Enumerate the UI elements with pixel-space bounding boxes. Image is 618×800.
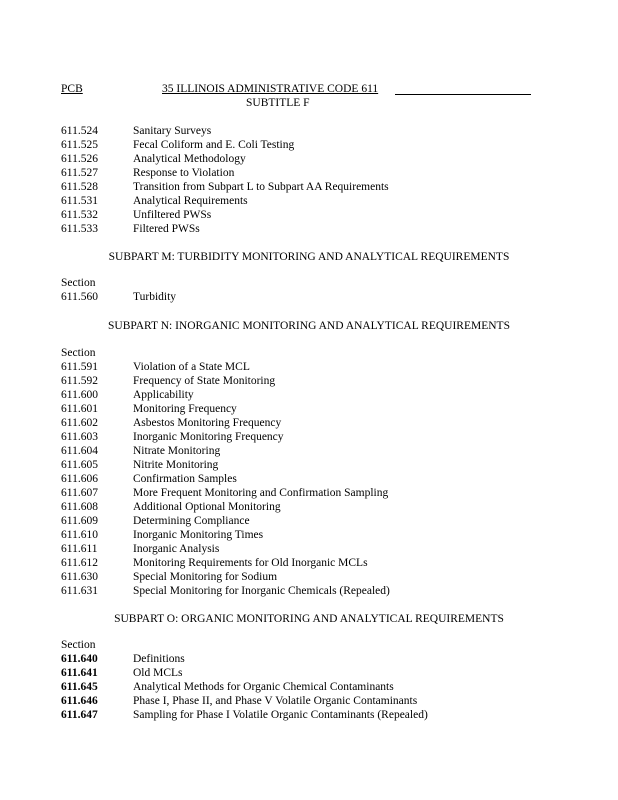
section-number: 611.645: [61, 681, 98, 693]
list-item: [61, 208, 561, 222]
section-number: 611.603: [61, 431, 98, 443]
section-number: 611.601: [61, 403, 98, 415]
section-title: Inorganic Monitoring Frequency: [133, 431, 284, 443]
list-item: [61, 570, 561, 584]
section-title: Sampling for Phase I Volatile Organic Contaminants (Repealed): [133, 709, 428, 721]
section-title: Phase I, Phase II, and Phase V Volatile Organic Contaminants: [133, 695, 418, 707]
list-item: [61, 138, 561, 152]
list-item: [61, 486, 561, 500]
section-title: Turbidity: [133, 291, 177, 303]
section-title: Inorganic Monitoring Times: [133, 529, 264, 541]
subpart-m-heading: SUBPART M: TURBIDITY MONITORING AND ANALYTICAL REQUIREMENTS: [108, 251, 510, 263]
list-item: [61, 166, 561, 180]
list-item: [61, 680, 561, 694]
list-item: [61, 528, 561, 542]
list-item: [61, 360, 561, 374]
list-item: [61, 652, 561, 666]
list-item: [61, 222, 561, 236]
list-item: [61, 458, 561, 472]
section-title: Confirmation Samples: [133, 473, 237, 485]
section-number: 611.608: [61, 501, 98, 513]
list-item: [61, 694, 561, 708]
section-number: 611.609: [61, 515, 98, 527]
section-title: Fecal Coliform and E. Coli Testing: [133, 139, 295, 151]
section-title: Unfiltered PWSs: [133, 209, 212, 221]
list-item: [61, 194, 561, 208]
list-item: [61, 290, 561, 304]
section-title: Violation of a State MCL: [133, 361, 250, 373]
list-item: [61, 388, 561, 402]
section-number: 611.526: [61, 153, 98, 165]
subpart-n-list: [61, 346, 561, 598]
section-number: 611.525: [61, 139, 98, 151]
section-title: Special Monitoring for Sodium: [133, 571, 278, 583]
section-title: Frequency of State Monitoring: [133, 375, 276, 387]
header-rule: [395, 94, 531, 95]
subpart-o-list: [61, 638, 561, 722]
section-number: 611.612: [61, 557, 98, 569]
list-item: [61, 430, 561, 444]
section-title: Special Monitoring for Inorganic Chemicals (Repealed): [133, 585, 390, 597]
section-title: Old MCLs: [133, 667, 183, 679]
section-number: 611.527: [61, 167, 98, 179]
section-title: Sanitary Surveys: [133, 125, 212, 137]
section-title: Analytical Methodology: [133, 153, 246, 165]
section-label: Section: [61, 277, 96, 289]
section-number: 611.630: [61, 571, 98, 583]
list-item: [61, 500, 561, 514]
section-number: 611.610: [61, 529, 98, 541]
section-number: 611.532: [61, 209, 98, 221]
section-title: Inorganic Analysis: [133, 543, 220, 555]
section-title: Analytical Methods for Organic Chemical Contaminants: [133, 681, 394, 693]
section-title: Filtered PWSs: [133, 223, 200, 235]
section-number: 611.604: [61, 445, 98, 457]
section-title: Definitions: [133, 653, 185, 665]
section-number: 611.607: [61, 487, 98, 499]
section-number: 611.528: [61, 181, 98, 193]
subpart-m-list: [61, 276, 561, 304]
header-code-title: 35 ILLINOIS ADMINISTRATIVE CODE 611: [162, 83, 379, 95]
section-title: Asbestos Monitoring Frequency: [133, 417, 282, 429]
section-number: 611.524: [61, 125, 98, 137]
list-item: [61, 708, 561, 722]
section-number: 611.631: [61, 585, 98, 597]
list-item: [61, 666, 561, 680]
section-label: Section: [61, 347, 96, 359]
list-item: [61, 514, 561, 528]
section-number: 611.606: [61, 473, 98, 485]
section-number: 611.592: [61, 375, 98, 387]
section-title: Analytical Requirements: [133, 195, 248, 207]
section-title: Applicability: [133, 389, 194, 401]
section-title: Monitoring Requirements for Old Inorganic MCLs: [133, 557, 368, 569]
subpart-n-heading: SUBPART N: INORGANIC MONITORING AND ANALYTICAL REQUIREMENTS: [108, 320, 510, 332]
section-title: Response to Violation: [133, 167, 235, 179]
list-item: [61, 124, 561, 138]
subpart-o-heading: SUBPART O: ORGANIC MONITORING AND ANALYTICAL REQUIREMENTS: [114, 613, 504, 625]
section-number: 611.641: [61, 667, 98, 679]
list-item: [61, 180, 561, 194]
header-agency: PCB: [61, 83, 83, 95]
section-title: Nitrite Monitoring: [133, 459, 219, 471]
list-item: [61, 444, 561, 458]
list-item: [61, 472, 561, 486]
section-number: 611.560: [61, 291, 98, 303]
section-number: 611.605: [61, 459, 98, 471]
section-title: Monitoring Frequency: [133, 403, 237, 415]
section-number: 611.647: [61, 709, 98, 721]
section-label: Section: [61, 639, 96, 651]
top-section-list: [61, 124, 561, 236]
section-number: 611.591: [61, 361, 98, 373]
header-subtitle: SUBTITLE F: [246, 97, 310, 109]
section-title: Determining Compliance: [133, 515, 250, 527]
section-number: 611.640: [61, 653, 98, 665]
section-number: 611.646: [61, 695, 98, 707]
list-item: [61, 402, 561, 416]
section-title: Nitrate Monitoring: [133, 445, 221, 457]
page-header: [61, 82, 531, 112]
list-item: [61, 152, 561, 166]
section-number: 611.602: [61, 417, 98, 429]
list-item: [61, 416, 561, 430]
list-item: [61, 542, 561, 556]
list-item: [61, 556, 561, 570]
section-number: 611.611: [61, 543, 98, 555]
section-title: Transition from Subpart L to Subpart AA Requirements: [133, 181, 389, 193]
section-title: Additional Optional Monitoring: [133, 501, 281, 513]
section-number: 611.531: [61, 195, 98, 207]
section-number: 611.533: [61, 223, 98, 235]
list-item: [61, 584, 561, 598]
list-item: [61, 374, 561, 388]
section-title: More Frequent Monitoring and Confirmation Sampling: [133, 487, 389, 499]
section-number: 611.600: [61, 389, 98, 401]
